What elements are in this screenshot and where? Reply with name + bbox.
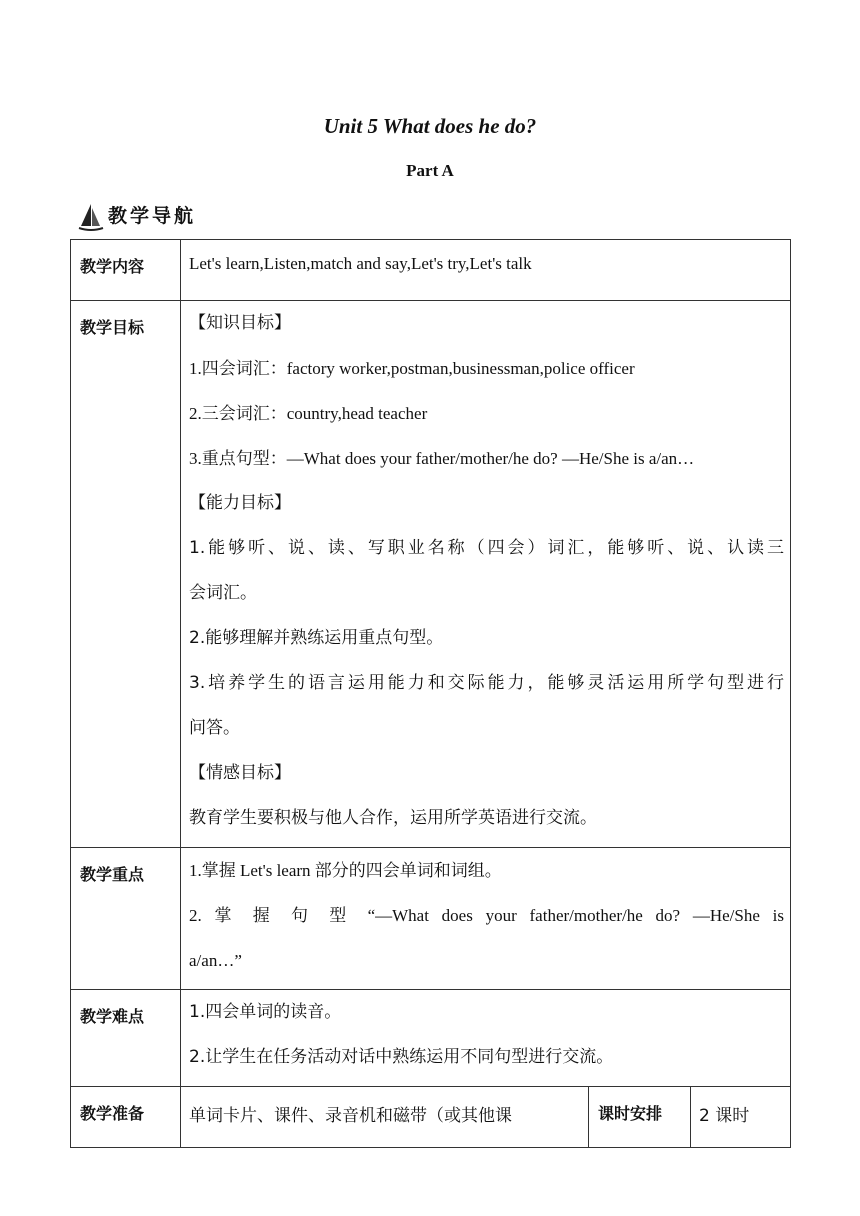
value-preparation: 单词卡片、课件、录音机和磁带（或其他课 [181,1087,589,1148]
objective-line: 1.四会词汇：factory worker,postman,businessman,police officer [189,359,635,378]
document-title: Unit 5 What does he do? [323,114,537,138]
label-schedule: 课时安排 [589,1087,691,1148]
objective-line: 3.培养学生的语言运用能力和交际能力，能够灵活运用所学句型进行 [189,673,785,693]
objective-line: 问答。 [189,718,240,738]
objective-line: 3.重点句型：—What does your father/mother/he do? —He/She is a/an… [189,449,695,468]
value-difficulties [181,990,791,1087]
objective-line: 【情感目标】 [189,763,291,783]
sail-logo-icon [78,202,104,232]
objective-line: 教育学生要积极与他人合作，运用所学英语进行交流。 [189,808,597,828]
difficulty-line: 1.四会单词的读音。 [189,1002,342,1022]
section-banner [78,198,196,232]
objective-line: 【能力目标】 [189,493,291,513]
objective-line: 【知识目标】 [189,313,291,333]
objective-line: 2.能够理解并熟练运用重点句型。 [189,628,444,648]
value-content: Let's learn,Listen,match and say,Let's try,Let's talk [181,240,791,301]
row-key-points [71,848,791,990]
key-point-line: 1.掌握 Let's learn 部分的四会单词和词组。 [189,861,502,880]
document-subtitle: Part A [406,161,454,180]
value-schedule: 2 课时 [691,1087,791,1148]
row-difficulties [71,990,791,1087]
label-preparation: 教学准备 [71,1087,181,1148]
banner-label: 教学导航 [108,205,197,227]
lesson-plan-table [70,239,791,1148]
row-objectives [71,301,791,848]
label-difficulties: 教学难点 [71,990,181,1087]
objective-line: 1.能够听、说、读、写职业名称（四会）词汇，能够听、说、认读三 [189,538,785,558]
key-point-line: 2. 掌 握 句 型 “—What does your father/mother/he do? —He/She is [189,906,785,925]
label-content: 教学内容 [71,240,181,301]
row-content [71,240,791,301]
objective-line: 2.三会词汇：country,head teacher [189,404,428,423]
label-key-points: 教学重点 [71,848,181,990]
difficulty-line: 2.让学生在任务活动对话中熟练运用不同句型进行交流。 [189,1047,614,1067]
value-key-points [181,848,791,990]
value-objectives [181,301,791,848]
objective-line: 会词汇。 [189,583,257,603]
key-point-line: a/an…” [189,951,242,970]
label-objectives: 教学目标 [71,301,181,848]
row-preparation [71,1087,791,1148]
